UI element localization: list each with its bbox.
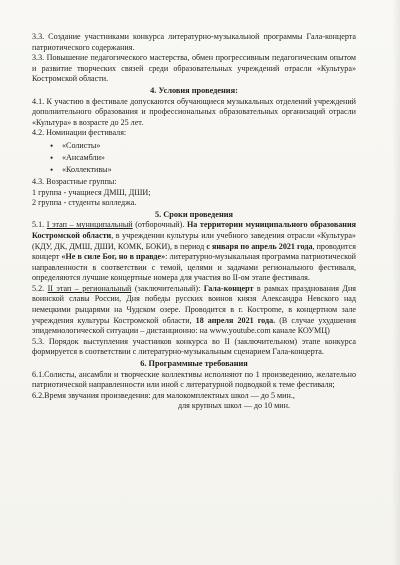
p5-1-bold-territory: На территории муниципального образования Костромской области <box>32 220 356 240</box>
nominations-list <box>32 140 356 176</box>
paragraph-6-1: 6.1.Солисты, ансамбли и творческие коллективы исполняют по 1 произведению, желательно патриотической направленности или иной с литературной подводкой к теме фестиваля; <box>32 369 356 390</box>
paragraph-3-3b: 3.3. Повышение педагогического мастерства, обмен прогрессивным педагогическим опытом и развитие творческих связей среди образовательных учреждений отрасли «Культура» Костромской области. <box>32 53 356 84</box>
p5-1-prefix: 5.1. <box>32 220 47 230</box>
p5-1-bold-period: с января по апрель 2021 года <box>206 241 313 251</box>
paragraph-4-1: 4.1. К участию в фестивале допускаются обучающиеся музыкальных отделений учреждений дополнительного образования и профессиональных образовательных организаций отрасли «Культура» в возрасте до 25 лет. <box>32 96 356 127</box>
p5-1-bold-concert-title: «Не в силе Бог, но в правде» <box>61 252 166 262</box>
p5-2-prefix: 5.2. <box>32 283 48 293</box>
duration-large-schools: для крупных школ — до 10 мин. <box>178 401 290 411</box>
p5-2-text-b: в рамках празднования Дня воинской славы России, Дня победы русских воинов князя Александра Невского над немецкими рыцарями на Чудском озере. Проводится в г. Кострome, в концертном зале учреждения культуры Костромской области, <box>32 283 356 325</box>
p5-2-bold-date: 18 апреля 2021 года. <box>195 315 276 325</box>
nomination-item: • «Ансамбли» <box>62 152 356 164</box>
paragraph-3-3a: 3.3. Создание участниками конкурса литературно-музыкальной программы Гала-концерта патриотического содержания. <box>32 32 356 52</box>
stage-1-label: I этап – муниципальный <box>46 220 133 230</box>
p5-2-text-c: (В случае ухудшения эпидемиологической ситуации – дистанционно: на www.youtube.com канале КОУМЦ) <box>32 315 357 336</box>
paragraph-5-2 <box>32 284 356 337</box>
age-group-2: 2 группа - студенты колледжа. <box>32 198 137 208</box>
p5-2-bold-gala: Гала-концерт <box>203 283 254 293</box>
nomination-item: • «Солисты» <box>62 140 356 152</box>
heading-section-4: 4. Условия проведения: <box>150 85 238 95</box>
p5-1-text-c: , проводится концерт <box>32 241 357 262</box>
nomination-item: • «Коллективы» <box>62 164 356 176</box>
heading-section-6: 6. Программные требования <box>140 359 248 369</box>
p5-1-text-b: , в учреждении культуры или учебного заведения отрасли «Культура» (КДУ, ДК, ДМШ, ДШИ, КОМК, БОКИ), в период <box>32 230 356 251</box>
paragraph-5-1 <box>32 220 356 284</box>
p5-2-text-a: (заключительный): <box>131 283 204 293</box>
paragraph-4-3: 4.3. Возрастные группы: <box>32 176 117 186</box>
heading-section-5: 5. Сроки проведения <box>154 209 233 219</box>
paragraph-4-2: 4.2. Номинации фестиваля: <box>32 128 127 138</box>
p5-1-text-a: (отборочный). <box>132 220 187 230</box>
stage-2-label: II этап – региональный <box>47 283 132 293</box>
p5-1-text-d: : литературно-музыкальная программа патриотической направленности в соответствии с темой, целями и задачами регионального фестиваля, определяются лучшие концертные номера для участия во II-ом этапе фестиваля. <box>32 252 356 283</box>
duration-small-schools: 6.2.Время звучания произведения: для малокомплектных школ — до 5 мин., <box>32 390 295 400</box>
paragraph-6-2 <box>32 391 356 412</box>
paragraph-5-3: 5.3. Порядок выступления участников конкурса во II (заключительном) этапе конкурса формируется в соответствии с литературно-музыкальным сценарием Гала-концерта. <box>32 336 356 357</box>
age-group-1: 1 группа - учащиеся ДМШ, ДШИ; <box>32 187 151 197</box>
